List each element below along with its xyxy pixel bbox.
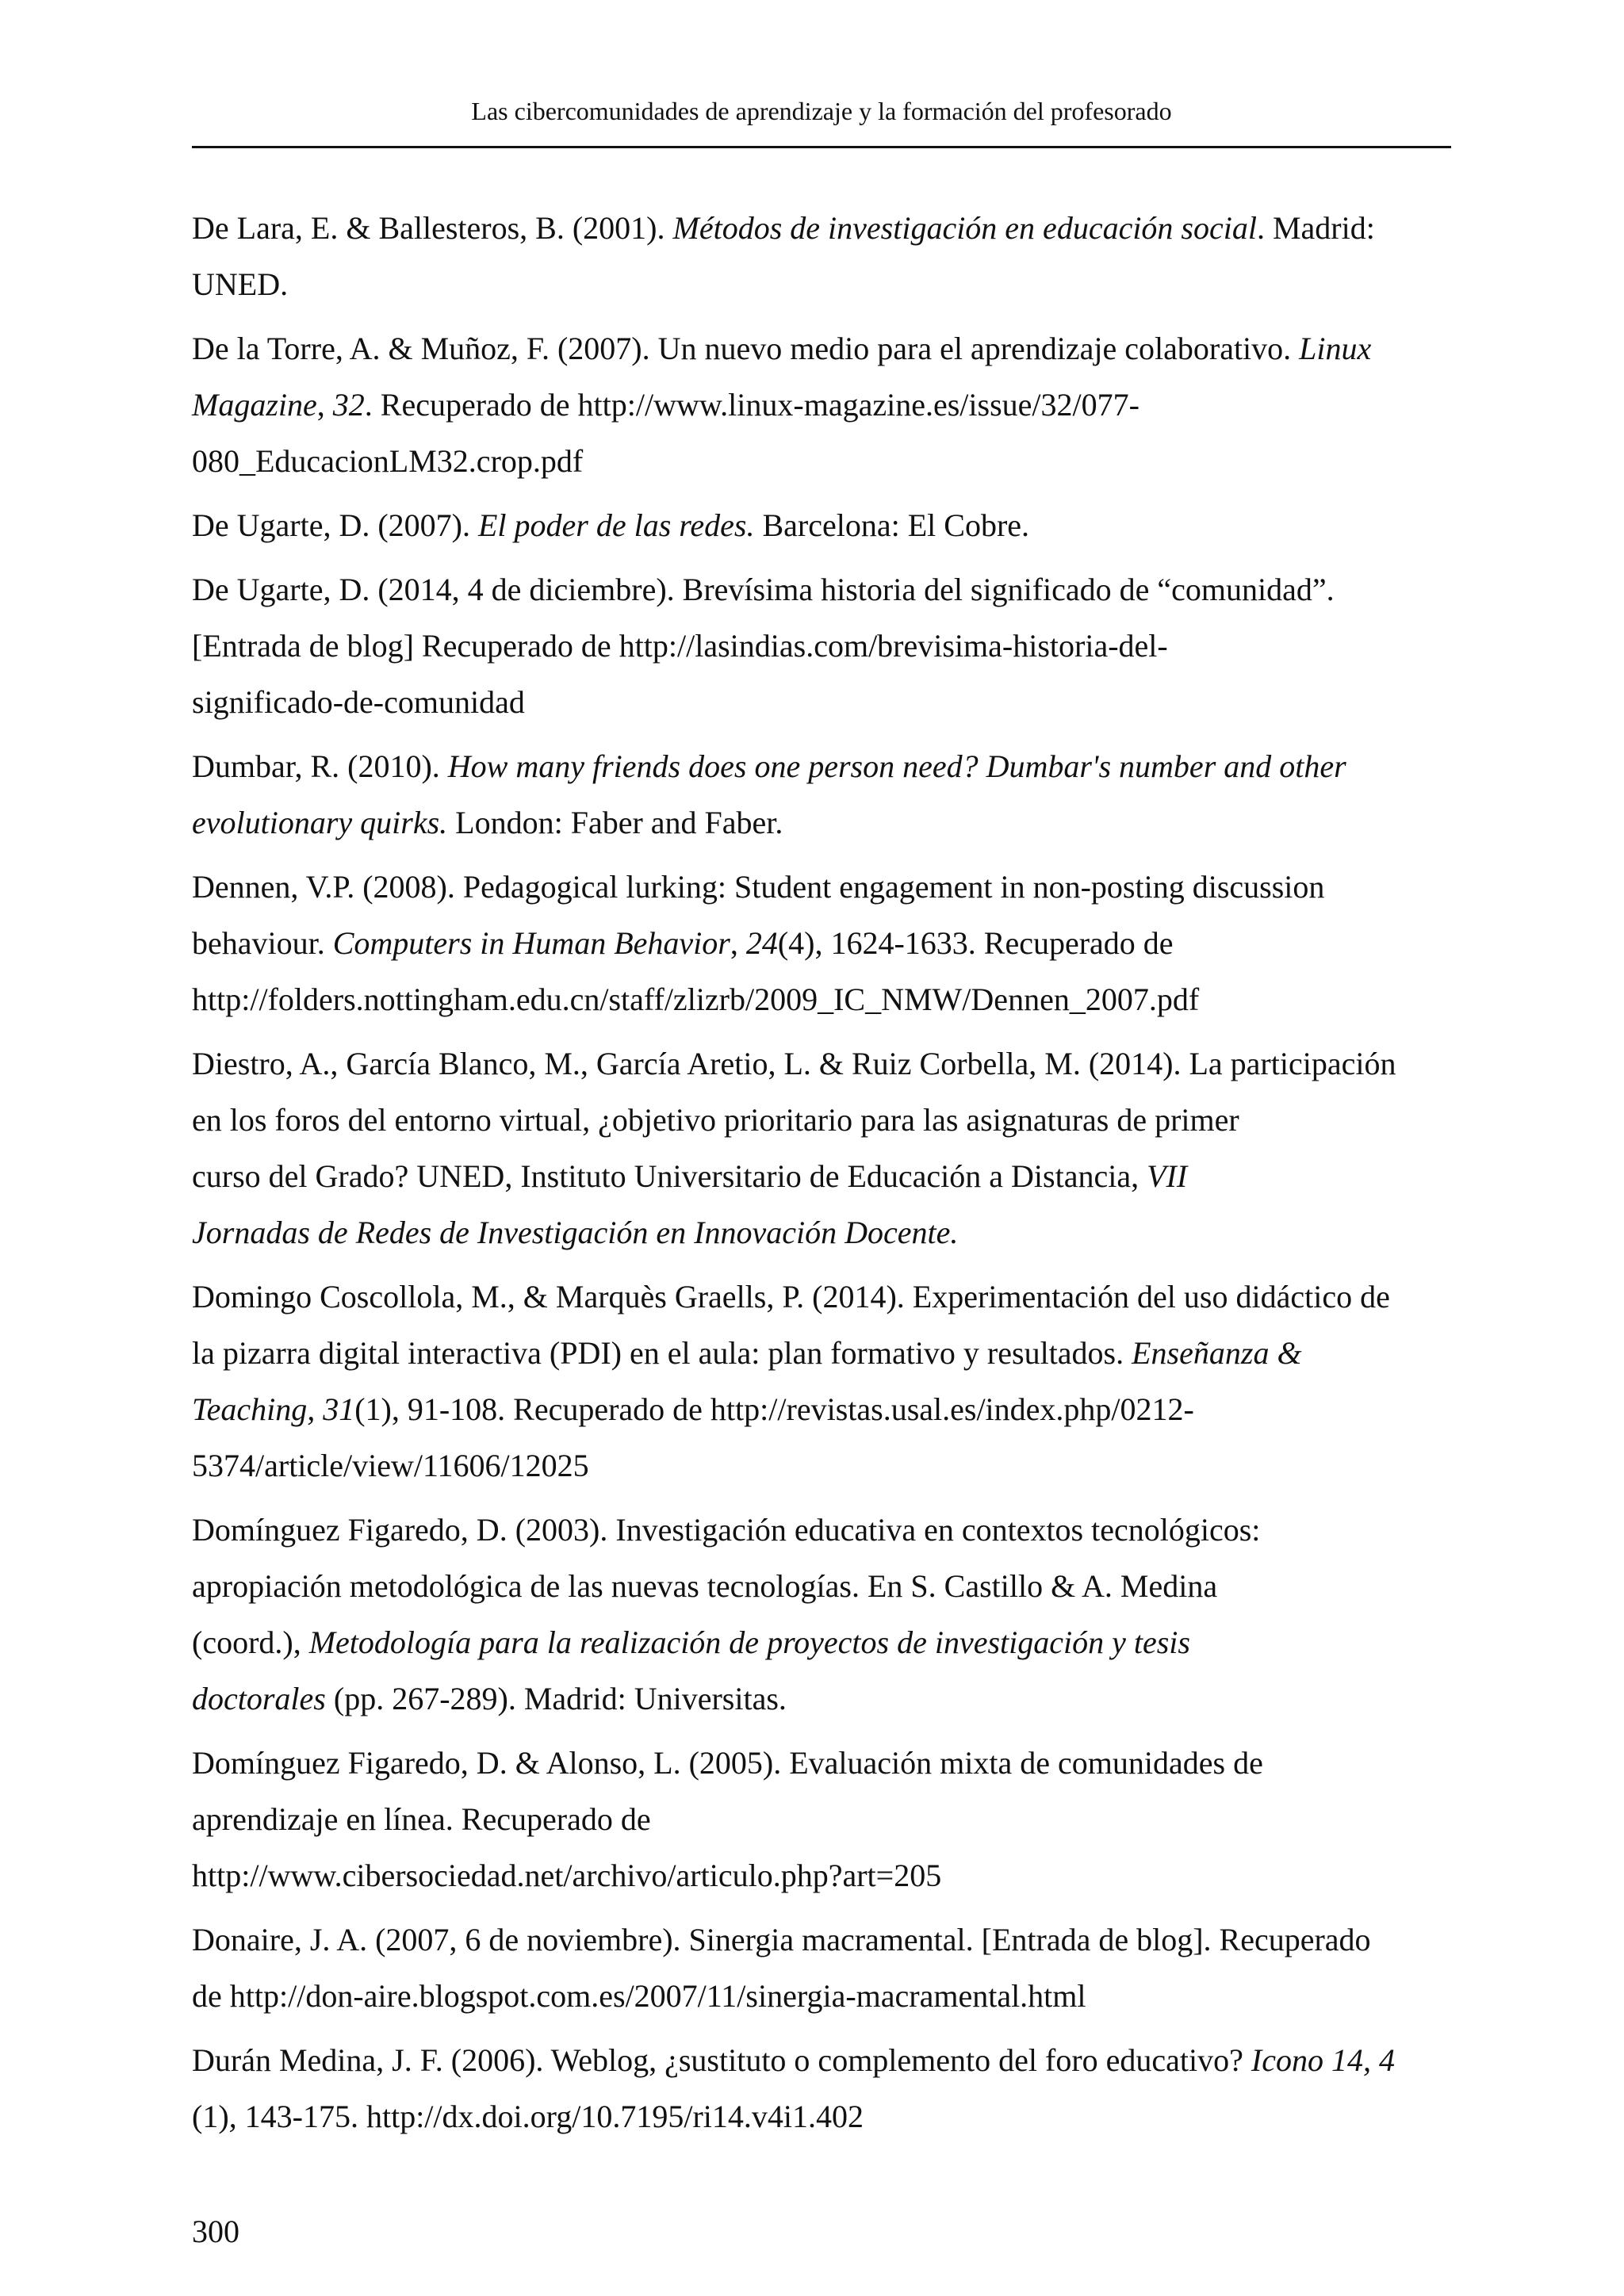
reference-line bbox=[192, 915, 1461, 971]
reference-line bbox=[192, 971, 1461, 1027]
reference-entry bbox=[192, 2032, 1461, 2145]
italic-text: Magazine bbox=[192, 387, 317, 423]
reference-entry bbox=[192, 200, 1461, 312]
italic-text: 24 bbox=[745, 925, 778, 961]
reference-line bbox=[192, 1614, 1461, 1670]
text-segment: . Recuperado de http://www.linux-magazine.es/issue/32/077- bbox=[364, 387, 1139, 423]
reference-line bbox=[192, 2088, 1461, 2145]
text-segment: Durán Medina, J. F. (2006). Weblog, ¿sustituto o complemento del foro educativo? bbox=[192, 2042, 1251, 2078]
text-segment: apropiación metodológica de las nuevas tecnologías. En S. Castillo & A. Medina bbox=[192, 1568, 1218, 1604]
text-segment: (pp. 267-289). Madrid: Universitas. bbox=[325, 1681, 787, 1716]
italic-text: Enseñanza & bbox=[1132, 1335, 1302, 1371]
reference-entry bbox=[192, 320, 1461, 489]
italic-text: , bbox=[228, 2099, 237, 2134]
italic-text: Icono 14, 4 bbox=[1251, 2042, 1395, 2078]
reference-entry bbox=[192, 1502, 1461, 1727]
text-segment: London: Faber and Faber. bbox=[447, 805, 783, 840]
reference-line bbox=[192, 1035, 1461, 1092]
text-segment: , bbox=[316, 387, 333, 423]
running-title: Las cibercomunidades de aprendizaje y la formación del profesorado bbox=[471, 97, 1172, 125]
text-segment: De la Torre, A. & Muñoz, F. (2007). Un nuevo medio para el aprendizaje colaborativo. bbox=[192, 331, 1300, 366]
text-segment: Donaire, J. A. (2007, 6 de noviembre). Sinergia macramental. [Entrada de blog]. Recuperado bbox=[192, 1922, 1371, 1957]
reference-line bbox=[192, 1148, 1461, 1204]
running-header bbox=[192, 94, 1451, 148]
italic-text: Teaching, 31 bbox=[192, 1391, 355, 1427]
reference-line bbox=[192, 561, 1461, 618]
reference-line bbox=[192, 1670, 1461, 1727]
italic-text: How many friends does one person need? Dumbar's number and other bbox=[447, 748, 1346, 784]
reference-entry bbox=[192, 497, 1461, 553]
reference-line bbox=[192, 1502, 1461, 1558]
text-segment: (1), 91-108. Recuperado de http://revistas.usal.es/index.php/0212- bbox=[354, 1391, 1194, 1427]
reference-line bbox=[192, 1911, 1461, 1968]
reference-line bbox=[192, 497, 1461, 553]
reference-entry bbox=[192, 738, 1461, 851]
italic-text: Jornadas de Redes de Investigación en Innovación Docente. bbox=[192, 1215, 959, 1250]
text-segment: [Entrada de blog] Recuperado de http://lasindias.com/brevisima-historia-del- bbox=[192, 628, 1168, 664]
italic-text: evolutionary quirks. bbox=[192, 805, 448, 840]
text-segment: , bbox=[730, 925, 746, 961]
italic-text: Computers in Human Behavior bbox=[332, 925, 730, 961]
text-segment: 5374/article/view/11606/12025 bbox=[192, 1448, 589, 1483]
reference-line bbox=[192, 1437, 1461, 1494]
reference-line bbox=[192, 1381, 1461, 1437]
text-segment: Domingo Coscollola, M., & Marquès Graells, P. (2014). Experimentación del uso didáctico de bbox=[192, 1279, 1390, 1314]
reference-entry bbox=[192, 1735, 1461, 1904]
reference-line bbox=[192, 1735, 1461, 1791]
text-segment: en los foros del entorno virtual, ¿objetivo prioritario para las asignaturas de primer bbox=[192, 1102, 1239, 1138]
reference-line bbox=[192, 1847, 1461, 1904]
text-segment: (1) bbox=[192, 2099, 229, 2134]
reference-line bbox=[192, 2032, 1461, 2088]
text-segment: . Madrid: bbox=[1256, 210, 1375, 246]
reference-line bbox=[192, 1968, 1461, 2024]
text-segment: http://www.cibersociedad.net/archivo/articulo.php?art=205 bbox=[192, 1858, 942, 1893]
text-segment: 143-175. http://dx.doi.org/10.7195/ri14.v4i1.402 bbox=[236, 2099, 864, 2134]
text-segment: de http://don-aire.blogspot.com.es/2007/11/sinergia-macramental.html bbox=[192, 1978, 1086, 2014]
reference-line bbox=[192, 433, 1461, 489]
reference-entry bbox=[192, 1269, 1461, 1494]
text-segment: aprendizaje en línea. Recuperado de bbox=[192, 1801, 651, 1837]
reference-line bbox=[192, 256, 1461, 312]
text-segment: 080_EducacionLM32.crop.pdf bbox=[192, 443, 584, 479]
text-segment: De Ugarte, D. (2007). bbox=[192, 507, 478, 543]
reference-line bbox=[192, 618, 1461, 674]
reference-line bbox=[192, 1092, 1461, 1148]
reference-line bbox=[192, 200, 1461, 256]
reference-line bbox=[192, 738, 1461, 794]
italic-text: Métodos de investigación en educación social bbox=[672, 210, 1257, 246]
text-segment: curso del Grado? UNED, Instituto Universitario de Educación a Distancia, bbox=[192, 1158, 1147, 1194]
reference-line bbox=[192, 377, 1461, 433]
reference-line bbox=[192, 859, 1461, 915]
page-number: 300 bbox=[192, 2214, 239, 2249]
reference-list bbox=[192, 200, 1461, 2152]
italic-text: VII bbox=[1147, 1158, 1188, 1194]
italic-text: 32 bbox=[332, 387, 365, 423]
italic-text: doctorales bbox=[192, 1681, 326, 1716]
text-segment: behaviour. bbox=[192, 925, 333, 961]
reference-entry bbox=[192, 561, 1461, 730]
reference-entry bbox=[192, 859, 1461, 1027]
italic-text: Linux bbox=[1299, 331, 1372, 366]
text-segment: De Lara, E. & Ballesteros, B. (2001). bbox=[192, 210, 673, 246]
text-segment: (4), 1624-1633. Recuperado de bbox=[777, 925, 1174, 961]
text-segment: la pizarra digital interactiva (PDI) en el aula: plan formativo y resultados. bbox=[192, 1335, 1132, 1371]
reference-line bbox=[192, 1269, 1461, 1325]
text-segment: significado-de-comunidad bbox=[192, 684, 525, 720]
reference-line bbox=[192, 1791, 1461, 1847]
text-segment: http://folders.nottingham.edu.cn/staff/zlizrb/2009_IC_NMW/Dennen_2007.pdf bbox=[192, 982, 1200, 1017]
italic-text: El poder de las redes. bbox=[478, 507, 755, 543]
text-segment: (coord.), bbox=[192, 1624, 309, 1660]
text-segment: Domínguez Figaredo, D. & Alonso, L. (2005). Evaluación mixta de comunidades de bbox=[192, 1745, 1263, 1781]
reference-entry bbox=[192, 1911, 1461, 2024]
text-segment: De Ugarte, D. (2014, 4 de diciembre). Brevísima historia del significado de “comunidad”. bbox=[192, 572, 1335, 607]
text-segment: Domínguez Figaredo, D. (2003). Investigación educativa en contextos tecnológicos: bbox=[192, 1512, 1261, 1548]
text-segment: Diestro, A., García Blanco, M., García Aretio, L. & Ruiz Corbella, M. (2014). La participación bbox=[192, 1046, 1396, 1081]
text-segment: UNED. bbox=[192, 266, 289, 302]
text-segment: Dennen, V.P. (2008). Pedagogical lurking: Student engagement in non-posting discussion bbox=[192, 869, 1325, 905]
reference-line bbox=[192, 1204, 1461, 1261]
italic-text: Metodología para la realización de proyectos de investigación y tesis bbox=[308, 1624, 1190, 1660]
reference-line bbox=[192, 1558, 1461, 1614]
reference-line bbox=[192, 320, 1461, 377]
text-segment: Barcelona: El Cobre. bbox=[754, 507, 1030, 543]
reference-entry bbox=[192, 1035, 1461, 1261]
text-segment: Dumbar, R. (2010). bbox=[192, 748, 448, 784]
reference-line bbox=[192, 794, 1461, 851]
reference-line bbox=[192, 674, 1461, 730]
reference-line bbox=[192, 1325, 1461, 1381]
